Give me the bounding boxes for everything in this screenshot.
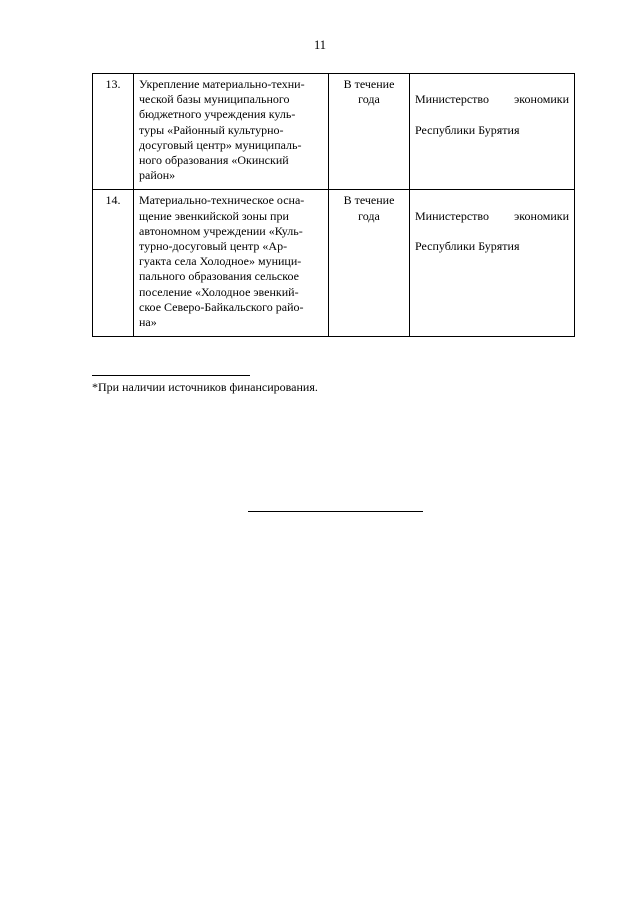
responsible-line-2: Республики Бурятия xyxy=(415,239,520,254)
responsible-line-2: Республики Бурятия xyxy=(415,122,520,137)
responsible-line-1: Министерство экономики xyxy=(415,92,569,107)
responsible-line-1: Министерство экономики xyxy=(415,208,569,223)
measure-description: Материально-техническое осна- щение эвенкийской зоны при автономном учреждении «Куль- турно-досуговый центр «Ар- гуакта села Холодное» муници- пального образования сельское поселение «Холодное эвенкий- ское Северо-Байкальского райо- на» xyxy=(134,190,329,337)
measures-table xyxy=(92,73,575,337)
deadline: В течение года xyxy=(329,74,410,190)
row-number: 13. xyxy=(93,74,134,190)
deadline: В течение года xyxy=(329,190,410,337)
table-row xyxy=(93,74,575,190)
row-number: 14. xyxy=(93,190,134,337)
responsible-executor xyxy=(410,74,575,190)
footnote: *При наличии источников финансирования. xyxy=(92,380,318,394)
measure-description: Укрепление материально-техни- ческой базы муниципального бюджетного учреждения куль- туры «Районный культурно- досуговый центр» муниципаль- ного образования «Окинский район» xyxy=(134,74,329,190)
page-number: 11 xyxy=(313,38,327,52)
responsible-executor xyxy=(410,190,575,337)
table-row xyxy=(93,190,575,337)
document-end-line xyxy=(248,511,423,512)
footnote-separator xyxy=(92,375,250,376)
